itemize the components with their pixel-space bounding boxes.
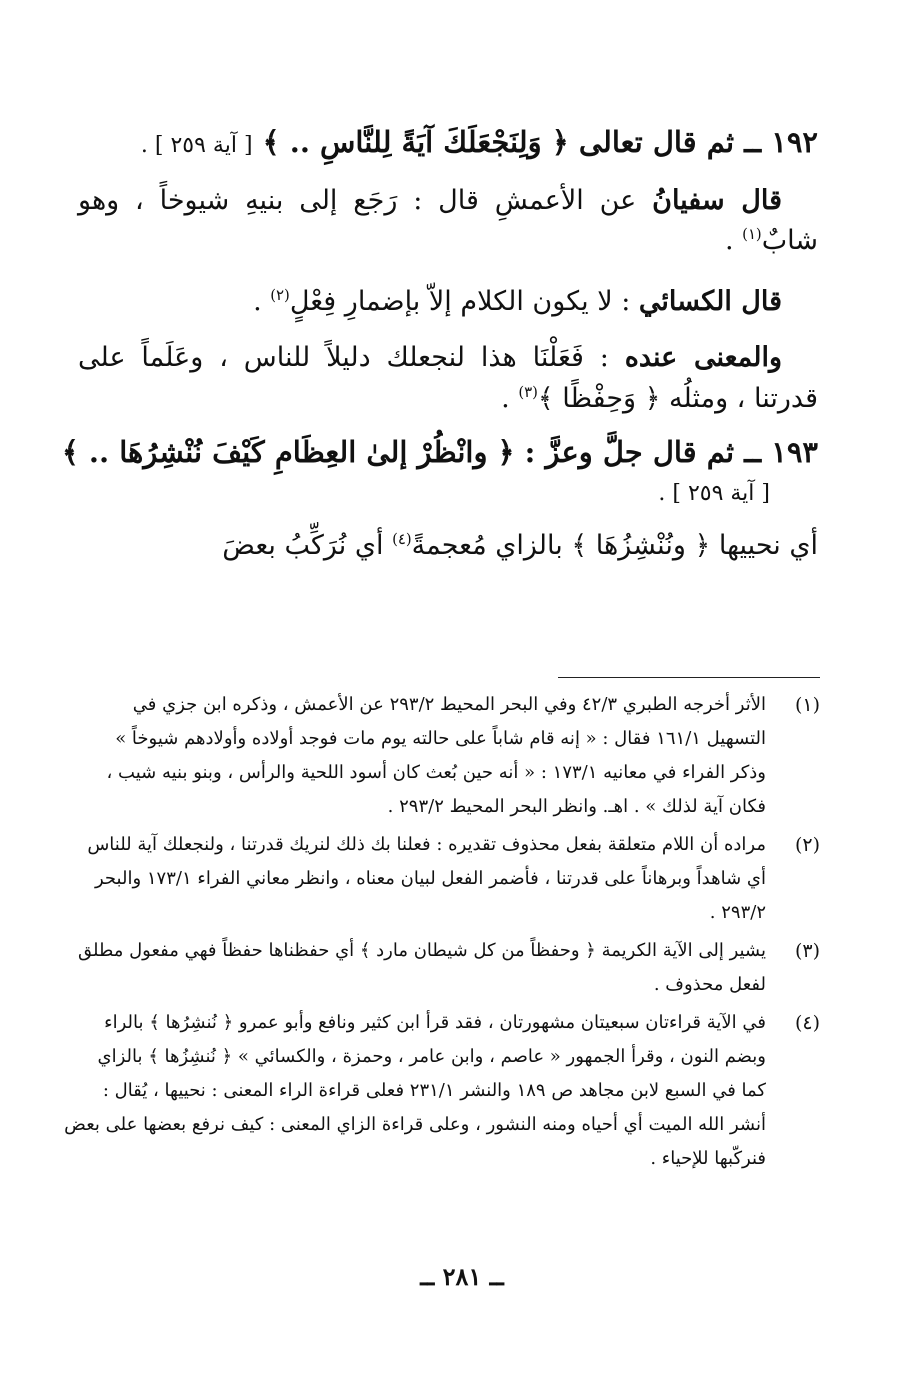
footnote-ref-3[interactable]: (٣)	[518, 382, 538, 401]
paragraph-sufyan: قال سفيانُ عن الأعمشِ قال : رَجَع إلى بنيهِ شيوخاً ، وهو	[78, 185, 782, 216]
footnotes	[64, 688, 820, 1180]
footnote-2: (٢) مراده أن اللام متعلقة بفعل محذوف تقديره : فعلنا بك ذلك لنريك قدرتنا ، ولنجعلك آية للناس أي شاهداً وبرهاناً على قدرتنا ، فأضمر الفعل لبيان معناه ، وانظر معاني الفراء ١٧٣/١ والبحر ٢٩٣/٢ .	[84, 828, 820, 930]
paragraph-meaning: والمعنى عنده : فَعَلْنَا هذا لنجعلك دليلاً للناس ، وعَلَماً على	[78, 342, 783, 374]
footnote-number: (٤)	[794, 1012, 820, 1034]
footnote-divider	[558, 677, 820, 678]
verse-reference: [ آية ٢٥٩ ] .	[140, 133, 253, 158]
paragraph-meaning-cont: قدرتنا ، ومثلُه ﴿ وَحِفْظًا ﴾$^{(٣)}$ .	[501, 382, 818, 414]
paragraph-sufyan-cont: شابٌ$^{(١)}$ .	[724, 225, 818, 257]
footnote-number: (٣)	[794, 940, 820, 962]
main-text	[61, 125, 818, 563]
footnote-ref-1[interactable]: (١)	[742, 225, 762, 244]
footnote-ref-2[interactable]: (٢)	[270, 285, 290, 304]
footnote-1: (١) الأثر أخرجه الطبري ٤٢/٣ وفي البحر المحيط ٢٩٣/٢ عن الأعمش ، وذكره ابن جزي في التسهيل ١٦١/١ فقال : « إنه قام شاباً على حالته يوم مات فوجد أولاده وأولادهم شيوخاً » وذكر الفراء في معانيه ١٧٣/١ : « أنه حين بُعث كان أسود اللحية والرأس ، وبنو بنيه شيب ، فكان آية لذلك » . اهـ. وانظر البحر المحيط ٢٩٣/٢ .	[84, 688, 820, 824]
entry-192-heading: ١٩٢ ــ ثم قال تعالى ﴿ وَلِنَجْعَلَكَ آيَةً لِلنَّاسِ .. ﴾ [ آية ٢٥٩ ] .	[140, 125, 818, 159]
paragraph-kisai: قال الكسائي : لا يكون الكلام إلاّ بإضمارِ فِعْلٍ$^{(٢)}$ .	[253, 285, 782, 317]
footnote-number: (٢)	[794, 834, 820, 856]
paragraph-nunshizuha: أي نحييها ﴿ ونُنْشِزُهَا ﴾ بالزاي مُعجمةً$^{(٤)}$ أي نُرَكِّبُ بعضَ	[222, 530, 818, 562]
entry-193-heading: ١٩٣ ــ ثم قال جلَّ وعزَّ : ﴿ وانْظُرْ إلىٰ العِظَامِ كَيْفَ نُنْشِرُهَا .. ﴾	[61, 434, 818, 469]
footnote-4: (٤) في الآية قراءتان سبعيتان مشهورتان ، فقد قرأ ابن كثير ونافع وأبو عمرو ﴿ نُنشِرُها ﴾ بالراء وبضم النون ، وقرأ الجمهور « عاصم ، وابن عامر ، وحمزة ، والكسائي » ﴿ نُنشِزُها ﴾ بالزاي كما في السبع لابن مجاهد ص ١٨٩ والنشر ٢٣١/١ فعلى قراءة الراء المعنى : نحييها ، يُقال : أنشر الله الميت أي أحياه ومنه النشور ، وعلى قراءة الزاي المعنى : كيف نرفع بعضها على بعض فنركّبها للإحياء .	[84, 1006, 820, 1176]
verse-reference-193: [ آية ٢٥٩ ] .	[658, 480, 770, 506]
footnote-3: (٣) يشير إلى الآية الكريمة ﴿ وحفظاً من كل شيطان مارد ﴾ أي حفظناها حفظاً فهي مفعول مطلق لفعل محذوف .	[84, 934, 820, 1002]
page-number: ــ ٢٨١ ــ	[420, 1262, 504, 1291]
footnote-number: (١)	[794, 694, 820, 716]
footnote-ref-4[interactable]: (٤)	[392, 530, 412, 549]
